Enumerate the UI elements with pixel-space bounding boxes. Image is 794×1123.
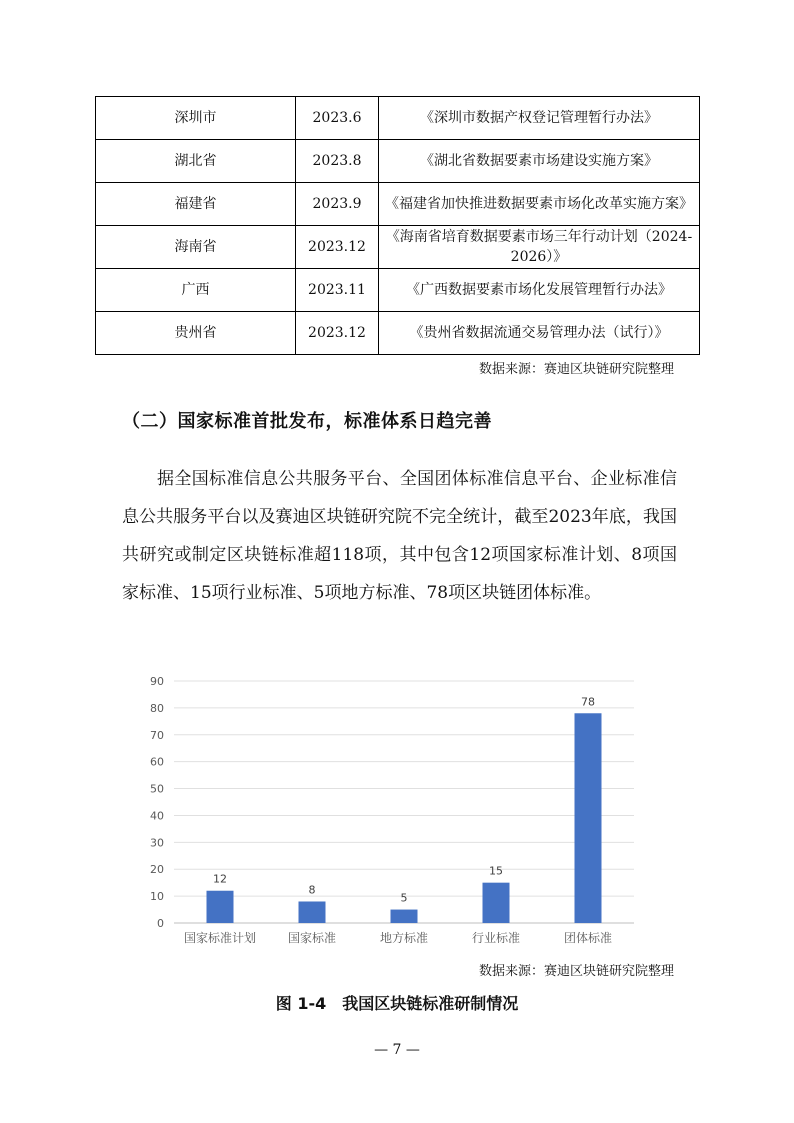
x-tick-label: 国家标准 <box>287 931 337 945</box>
y-tick-label: 20 <box>150 863 164 877</box>
region-cell: 贵州省 <box>96 312 296 355</box>
table-row <box>96 183 700 226</box>
data-label: 8 <box>308 883 316 897</box>
figure-caption: 图 1-4 我国区块链标准研制情况 <box>275 994 519 1013</box>
data-label: 78 <box>581 695 595 709</box>
x-tick-label: 地方标准 <box>379 931 429 945</box>
bar-chart <box>122 663 650 948</box>
bar <box>299 901 326 923</box>
y-tick-label: 70 <box>150 728 164 742</box>
date-cell: 2023.11 <box>296 269 379 312</box>
table-row <box>96 140 700 183</box>
region-cell: 海南省 <box>96 226 296 269</box>
document-cell: 《海南省培育数据要素市场三年行动计划（2024-2026）》 <box>379 226 700 269</box>
table-source-note: 数据来源：赛迪区块链研究院整理 <box>478 362 674 377</box>
date-cell: 2023.12 <box>296 226 379 269</box>
page-number: — 7 — <box>374 1042 420 1058</box>
table-row <box>96 97 700 140</box>
table-row <box>96 269 700 312</box>
y-tick-label: 60 <box>150 755 164 769</box>
x-tick-label: 国家标准计划 <box>183 931 257 945</box>
section-heading: （二）国家标准首批发布，标准体系日趋完善 <box>122 411 492 432</box>
y-tick-label: 0 <box>157 917 164 930</box>
date-cell: 2023.8 <box>296 140 379 183</box>
region-cell: 深圳市 <box>96 97 296 140</box>
x-tick-label: 行业标准 <box>471 931 521 945</box>
document-cell: 《贵州省数据流通交易管理办法（试行）》 <box>379 312 700 355</box>
bar <box>483 883 510 923</box>
bar <box>207 891 234 923</box>
document-cell: 《深圳市数据产权登记管理暂行办法》 <box>379 97 700 140</box>
y-tick-label: 80 <box>150 701 164 715</box>
region-cell: 广西 <box>96 269 296 312</box>
policy-table <box>95 96 700 355</box>
bar <box>391 910 418 923</box>
date-cell: 2023.12 <box>296 312 379 355</box>
body-paragraph: 据全国标准信息公共服务平台、全国团体标准信息平台、企业标准信息公共服务平台以及赛迪区块链研究院不完全统计，截至2023年底，我国共研究或制定区块链标准超118项，其中包含12项国家标准计划、8项国家标准、15项行业标准、5项地方标准、78项区块链团体标准。 <box>122 469 677 603</box>
y-tick-label: 40 <box>150 809 164 823</box>
document-cell: 《湖北省数据要素市场建设实施方案》 <box>379 140 700 183</box>
region-cell: 福建省 <box>96 183 296 226</box>
y-tick-label: 50 <box>150 782 164 796</box>
document-cell: 《福建省加快推进数据要素市场化改革实施方案》 <box>379 183 700 226</box>
table-row <box>96 312 700 355</box>
bar <box>575 713 602 923</box>
data-label: 5 <box>400 891 408 905</box>
chart-svg <box>122 663 650 948</box>
y-tick-label: 90 <box>150 675 164 688</box>
table-row <box>96 226 700 269</box>
date-cell: 2023.6 <box>296 97 379 140</box>
document-cell: 《广西数据要素市场化发展管理暂行办法》 <box>379 269 700 312</box>
x-tick-label: 团体标准 <box>563 931 613 945</box>
y-tick-label: 10 <box>150 890 164 904</box>
chart-source-note: 数据来源：赛迪区块链研究院整理 <box>478 964 674 979</box>
y-tick-label: 30 <box>150 836 164 850</box>
region-cell: 湖北省 <box>96 140 296 183</box>
data-label: 12 <box>213 872 227 886</box>
date-cell: 2023.9 <box>296 183 379 226</box>
data-label: 15 <box>489 864 503 878</box>
